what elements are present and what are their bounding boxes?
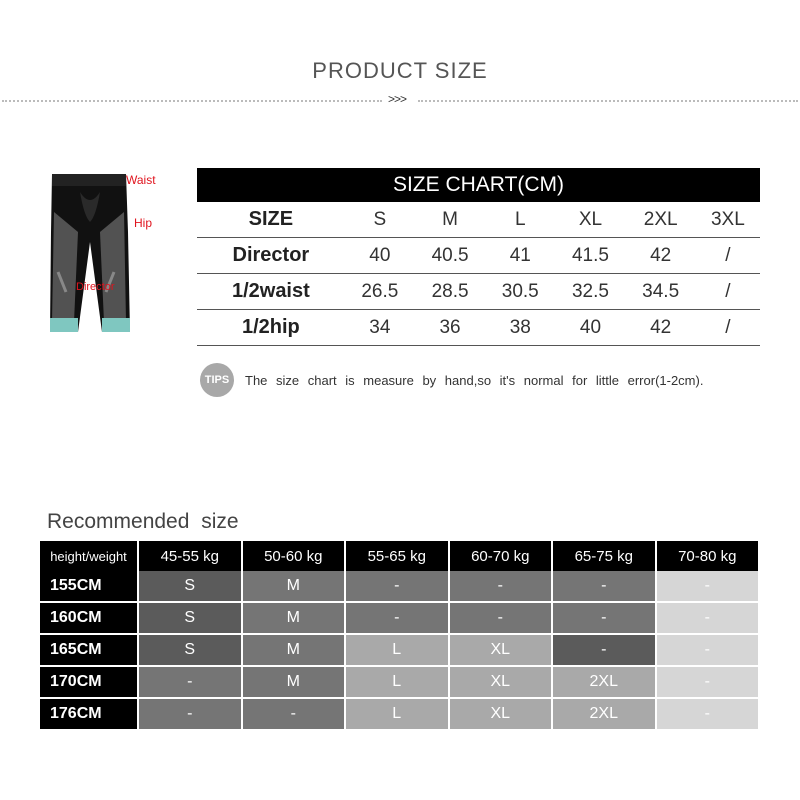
table-cell: 34.5 — [626, 274, 696, 310]
table-cell: - — [656, 634, 760, 666]
table-cell: 40.5 — [415, 238, 485, 274]
divider-left — [2, 100, 382, 102]
size-column-header: 2XL — [626, 202, 696, 238]
size-column-header: M — [415, 202, 485, 238]
table-cell: 41 — [485, 238, 555, 274]
table-cell: L — [345, 634, 449, 666]
size-chart-table — [197, 168, 760, 346]
tips-text: The size chart is measure by hand,so it's normal for little error(1-2cm). — [245, 373, 704, 388]
table-cell: 42 — [626, 310, 696, 346]
table-cell: - — [449, 571, 553, 602]
weight-column-header: 45-55 kg — [138, 541, 242, 571]
size-chart-row — [197, 238, 760, 274]
table-cell: - — [552, 571, 656, 602]
section-title: PRODUCT SIZE — [312, 58, 488, 83]
table-cell: 41.5 — [555, 238, 625, 274]
height-label: 165CM — [40, 634, 138, 666]
size-column-header: XL — [555, 202, 625, 238]
table-cell: L — [345, 698, 449, 730]
weight-column-header: 65-75 kg — [552, 541, 656, 571]
table-cell: 26.5 — [345, 274, 415, 310]
table-cell: S — [138, 634, 242, 666]
row-label: 1/2hip — [197, 310, 345, 346]
table-cell: - — [656, 666, 760, 698]
table-cell: - — [242, 698, 346, 730]
table-row — [40, 602, 759, 634]
weight-column-header: 70-80 kg — [656, 541, 760, 571]
table-cell: S — [138, 602, 242, 634]
table-cell: - — [656, 571, 760, 602]
table-cell: M — [242, 634, 346, 666]
table-cell: 30.5 — [485, 274, 555, 310]
waist-label: Waist — [126, 173, 156, 187]
table-cell: 40 — [345, 238, 415, 274]
table-cell: S — [138, 571, 242, 602]
table-cell: 38 — [485, 310, 555, 346]
table-cell: M — [242, 602, 346, 634]
row-label: 1/2waist — [197, 274, 345, 310]
height-label: 170CM — [40, 666, 138, 698]
table-cell: 28.5 — [415, 274, 485, 310]
table-cell: 32.5 — [555, 274, 625, 310]
table-cell: M — [242, 666, 346, 698]
shorts-illustration — [44, 172, 134, 337]
table-cell: - — [656, 602, 760, 634]
table-cell: - — [552, 602, 656, 634]
hip-label: Hip — [134, 216, 153, 230]
director-label: Director — [76, 281, 115, 293]
table-cell: / — [696, 274, 760, 310]
size-chart-row — [197, 310, 760, 346]
table-cell: - — [656, 698, 760, 730]
table-cell: 2XL — [552, 666, 656, 698]
table-cell: / — [696, 238, 760, 274]
table-cell: - — [449, 602, 553, 634]
height-label: 176CM — [40, 698, 138, 730]
table-cell: XL — [449, 698, 553, 730]
table-cell: - — [552, 634, 656, 666]
table-cell: 34 — [345, 310, 415, 346]
tips-badge: TIPS — [200, 363, 234, 397]
recommended-table — [40, 541, 760, 731]
size-chart-title: SIZE CHART(CM) — [197, 168, 760, 202]
row-label: Director — [197, 238, 345, 274]
table-cell: XL — [449, 634, 553, 666]
table-cell: 40 — [555, 310, 625, 346]
weight-column-header: 55-65 kg — [345, 541, 449, 571]
table-cell: - — [345, 571, 449, 602]
table-cell: 42 — [626, 238, 696, 274]
height-label: 160CM — [40, 602, 138, 634]
table-cell: 2XL — [552, 698, 656, 730]
size-chart-row — [197, 274, 760, 310]
divider-right — [418, 100, 798, 102]
table-row — [40, 634, 759, 666]
table-cell: M — [242, 571, 346, 602]
weight-column-header: height/weight — [40, 541, 138, 571]
size-column-header: L — [485, 202, 555, 238]
table-cell: - — [138, 666, 242, 698]
size-column-header: S — [345, 202, 415, 238]
table-row — [40, 698, 759, 730]
table-cell: XL — [449, 666, 553, 698]
table-cell: - — [345, 602, 449, 634]
weight-column-header: 50-60 kg — [242, 541, 346, 571]
weight-column-header: 60-70 kg — [449, 541, 553, 571]
arrows-icon: >>> — [388, 92, 407, 106]
size-column-header: SIZE — [197, 202, 345, 238]
table-cell: 36 — [415, 310, 485, 346]
height-label: 155CM — [40, 571, 138, 602]
table-cell: / — [696, 310, 760, 346]
recommended-title: Recommended size — [47, 510, 239, 533]
table-cell: - — [138, 698, 242, 730]
table-row — [40, 571, 759, 602]
table-cell: L — [345, 666, 449, 698]
size-column-header: 3XL — [696, 202, 760, 238]
table-row — [40, 666, 759, 698]
